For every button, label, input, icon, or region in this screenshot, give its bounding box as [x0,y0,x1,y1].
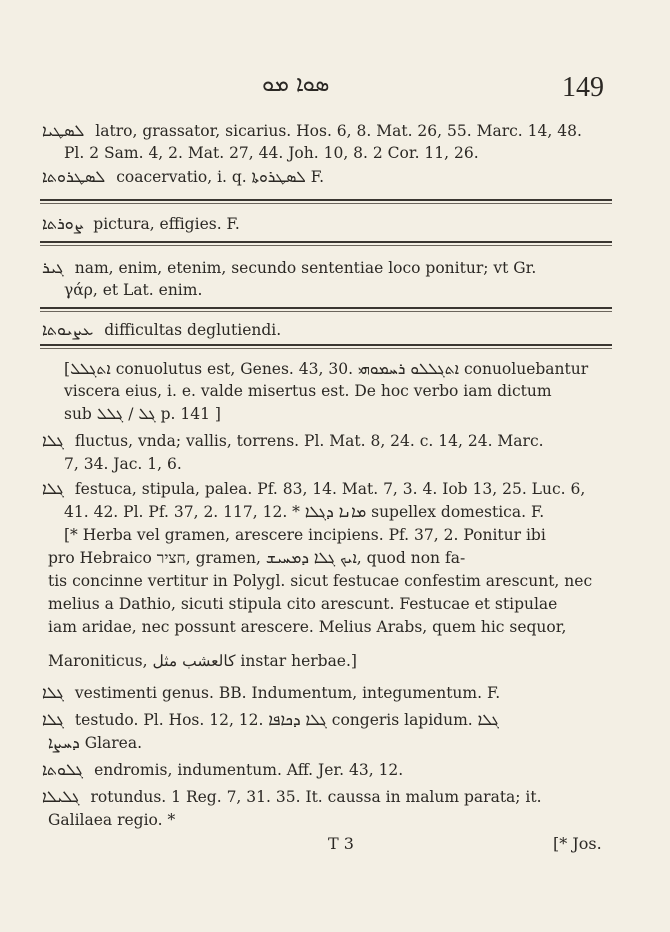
entry-line [42,320,281,340]
section-rule-thin [40,203,612,204]
definition-text: nam, enim, etenim, secundo sententiae loco ponitur; vt Gr. [74,259,537,277]
entry-line [42,258,536,278]
signature-mark: T 3 [328,834,354,853]
section-rule [40,199,612,201]
syriac-headword: ܠܣܛܪܘܬܐ [42,167,106,186]
entry-line [42,710,499,730]
section-rule [40,344,612,346]
entry-line: 7, 34. Jac. 1, 6. [64,455,182,473]
entry-line [42,479,585,499]
definition-text: endromis, indumentum. Aff. Jer. 43, 12. [94,761,404,779]
entry-line: Maroniticus, كالعشب مثل instar herbae.] [48,652,357,670]
entry-line: 41. 42. Pl. Pf. 37, 2. 117, 12. * ܡܐܢܐ ܕܓܠܐ supellex domestica. F. [64,503,545,521]
bracket-note: [ܐܬܓܠܠ conuolutus est, Genes. 43, 30. ܐܬܓܠܠܘ ܪܚܡܘܗܝ conuoluebantur viscera eius, i. e. valde misertus est. De hoc verbo iam dictum [64,360,589,400]
definition-text: vestimenti genus. BB. Indumentum, integumentum. F. [74,684,501,702]
definition-text: pictura, effigies. F. [93,215,240,233]
definition-text: difficultas deglutiendi. [104,321,282,339]
entry-line: sub ܓܠ / ܓܠܠ p. 141 ] [64,405,221,423]
entry-line: γάρ, et Lat. enim. [64,281,203,299]
section-rule [40,307,612,309]
entry-line: iam aridae, nec possunt arescere. Melius Arabs, quem hic sequor, [48,618,567,636]
section-rule-thin [40,311,612,312]
definition-text: latro, grassator, sicarius. Hos. 6, 8. Mat. 26, 55. Marc. 14, 48. [95,122,582,140]
entry-line: ܕܚܨܐ Glarea. [48,734,143,752]
entry-line [42,431,544,451]
definition-text: testudo. Pl. Hos. 12, 12. ܓܠܐ ܕܟܐܦܐ congeris lapidum. ܓܠܐ [74,711,499,729]
definition-text: fluctus, vnda; vallis, torrens. Pl. Mat. 8, 24. c. 14, 24. Marc. [74,432,544,450]
syriac-headword: ܓܠܐ [42,710,64,729]
entry-line: pro Hebraico חציר, gramen, ܐܝܟ ܓܠܐ ܕܡܚܝܫ, quod non fa- [48,549,466,567]
entry-line [42,683,500,703]
syriac-headword: ܠܣܛܝܐ [42,121,85,140]
syriac-headword: ܓܠܐ [42,479,64,498]
syriac-headword: ܓܠܝܠܐ [42,787,80,806]
definition-text: rotundus. 1 Reg. 7, 31. 35. It. caussa in malum parata; it. [90,788,542,806]
running-head: ܣܘܐ ܡܘ [262,72,330,97]
syriac-headword: ܓܠܘܬܐ [42,760,84,779]
entry-line: Galilaea regio. * [48,811,176,829]
entry-line: tis concinne vertitur in Polygl. sicut festucae confestim arescunt, nec [48,572,593,590]
entry-line: [* Herba vel gramen, arescere incipiens. Pf. 37, 2. Ponitur ibi [64,526,546,544]
definition-text: festuca, stipula, palea. Pf. 83, 14. Mat. 7, 3. 4. Iob 13, 25. Luc. 6, [74,480,586,498]
syriac-headword: ܓܝܪ [42,258,64,277]
entry-line [42,121,582,141]
section-rule [40,241,612,243]
section-rule-thin [40,245,612,246]
entry-line: melius a Dathio, sicuti stipula cito arescunt. Festucae et stipulae [48,595,558,613]
entry-line [42,787,542,807]
section-rule-thin [40,348,612,349]
definition-text: coacervatio, i. q. ܠܣܛܪܘܬܐ F. [116,168,325,186]
entry-line [42,167,324,187]
syriac-headword: ܓܠܐ [42,431,64,450]
entry-line [42,760,403,780]
entry-line: Pl. 2 Sam. 4, 2. Mat. 27, 44. Joh. 10, 8. 2 Cor. 11, 26. [64,144,479,162]
syriac-headword: ܥܨܝܘܬܐ [42,320,94,339]
page-number: 149 [562,72,604,103]
entry-line [42,214,240,234]
syriac-headword: ܨܘܪܬܐ [42,214,83,233]
syriac-headword: ܓܠܐ [42,683,64,702]
catchword: [* Jos. [553,834,602,853]
